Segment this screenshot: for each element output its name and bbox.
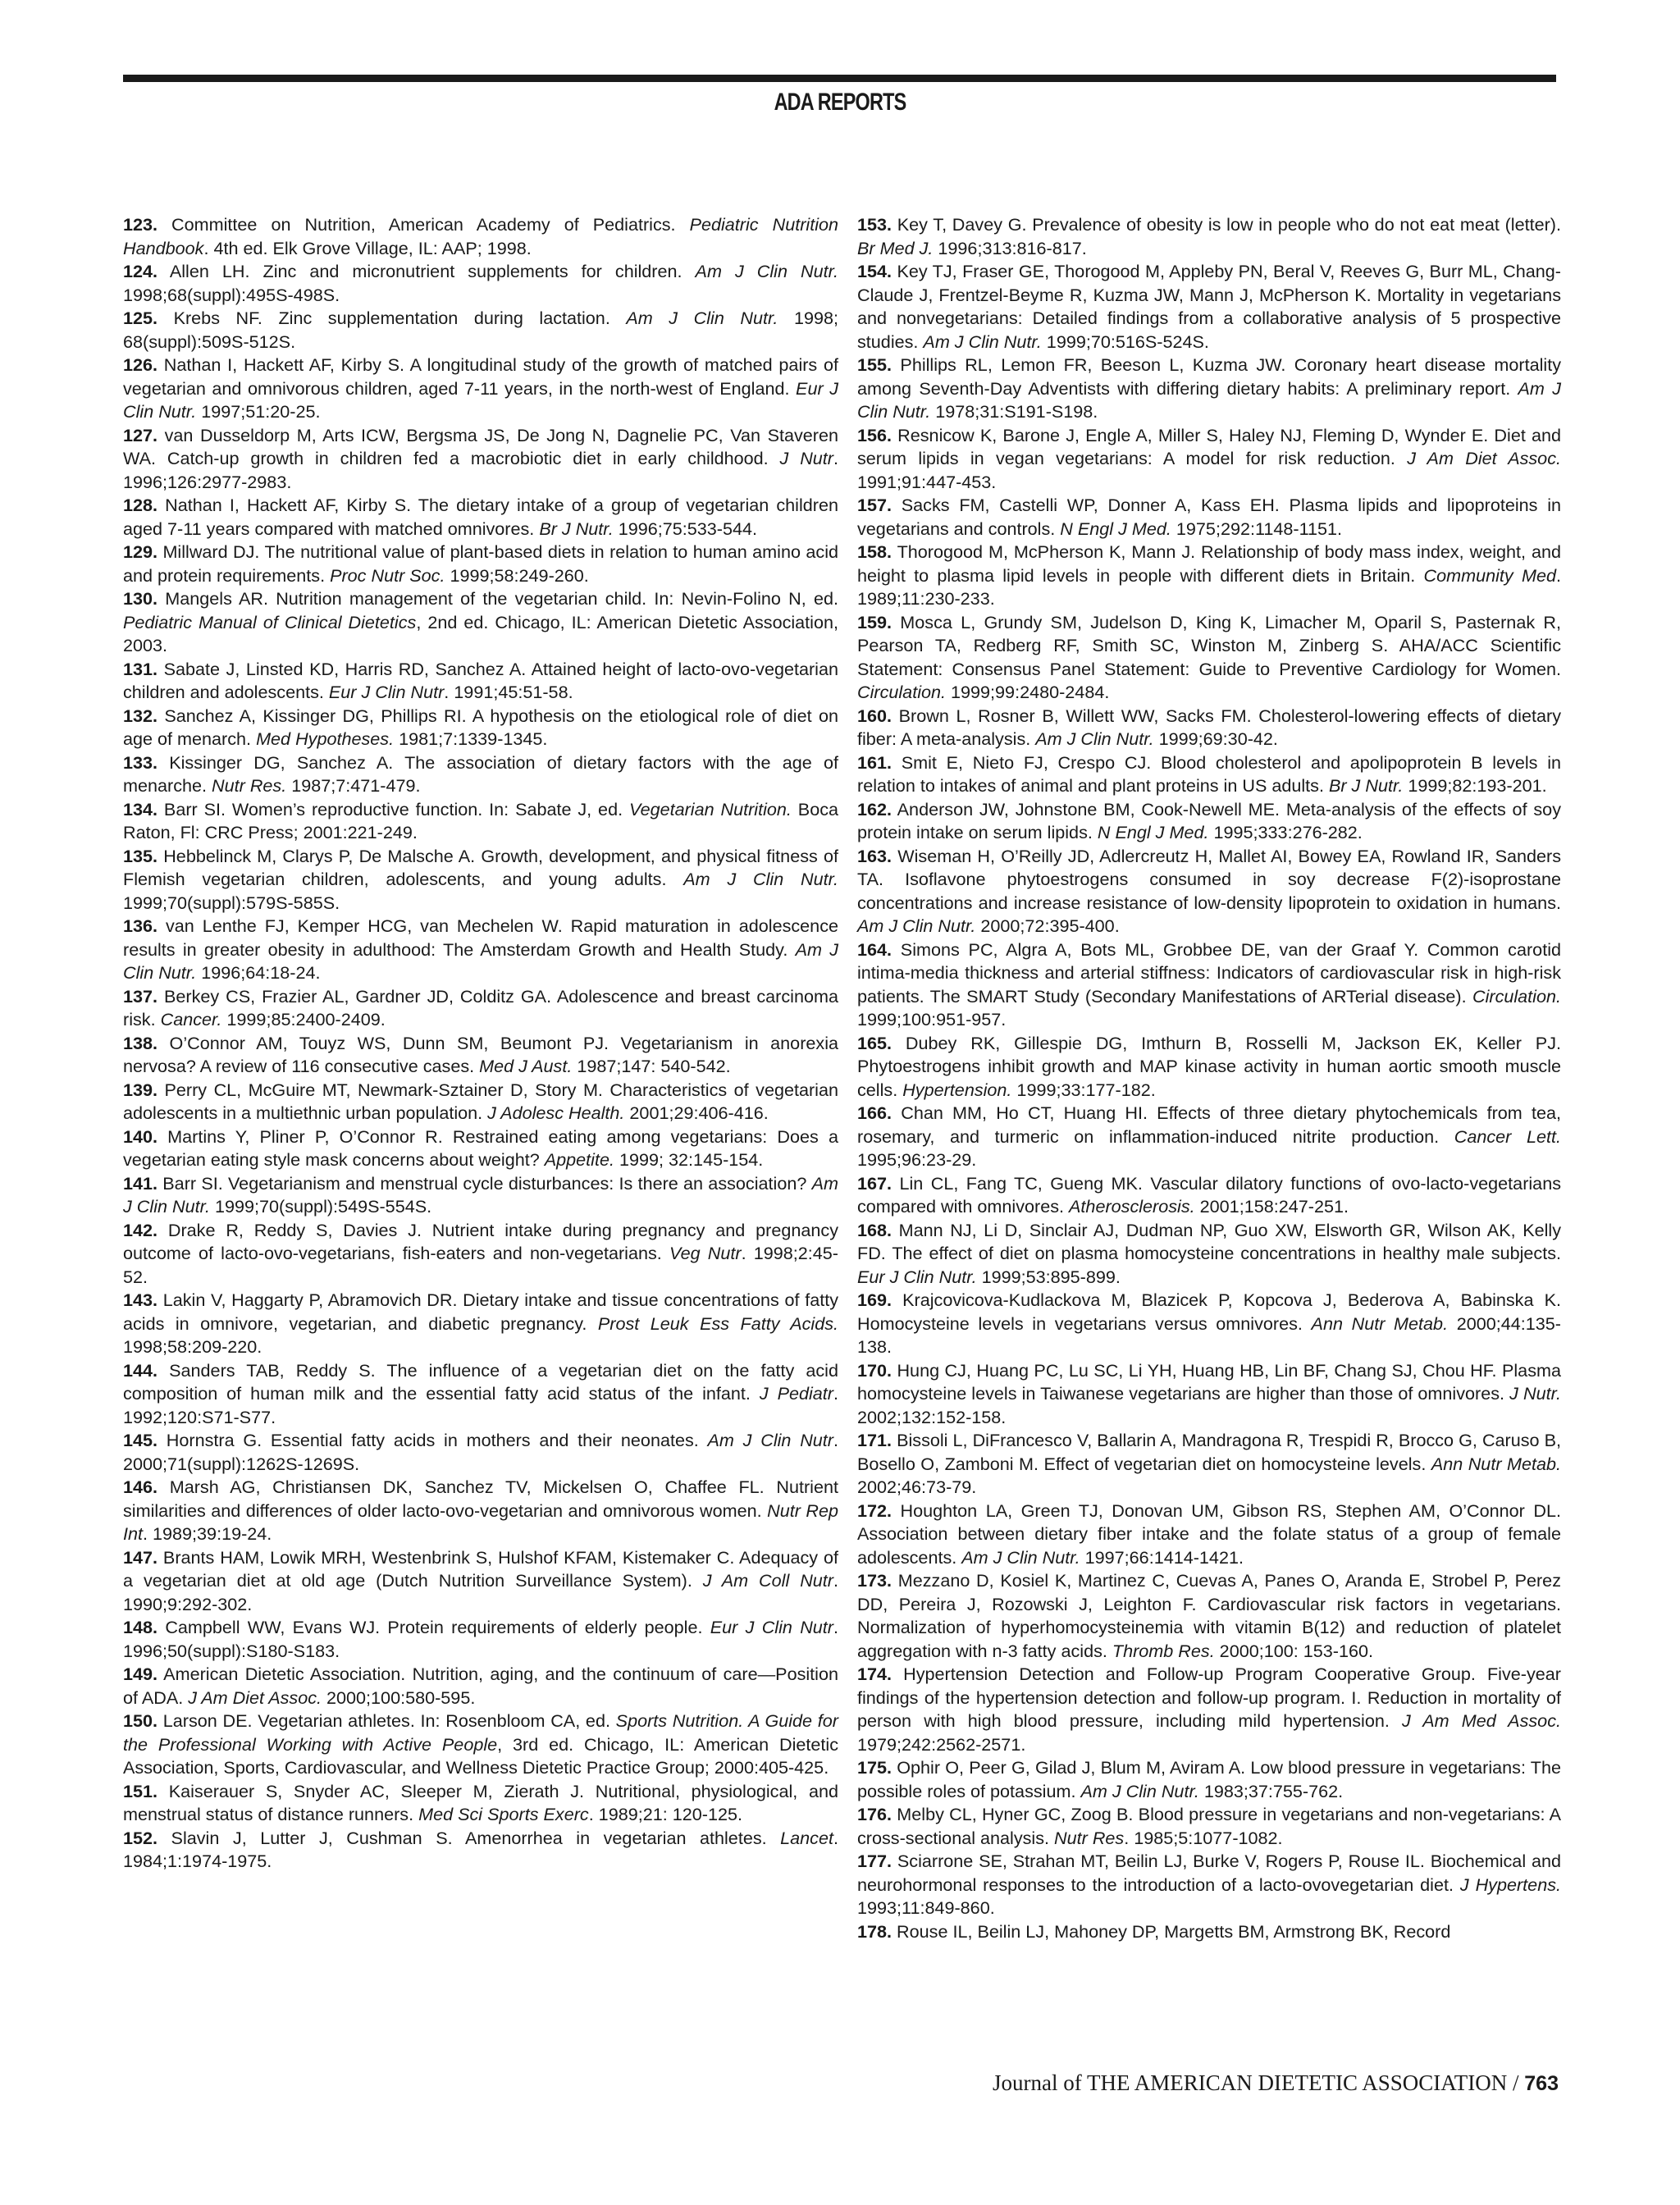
page-footer (993, 2070, 1559, 2096)
reference-entry (857, 1569, 1561, 1663)
reference-citation: 1995;333:276-282. (1208, 822, 1363, 842)
reference-source: Eur J Clin Nutr. (857, 1266, 977, 1287)
reference-entry (857, 1850, 1561, 1920)
reference-entry (123, 915, 838, 985)
reference-entry (123, 798, 838, 845)
reference-number: 162. (857, 798, 892, 819)
section-title: ADA REPORTS (774, 89, 906, 116)
reference-entry (123, 658, 838, 705)
reference-text: Slavin J, Lutter J, Cushman S. Amenorrhea in vegetarian athletes. (158, 1827, 781, 1848)
reference-citation: . 2000;71(suppl):1262S-1269S. (123, 1430, 838, 1474)
reference-entry (123, 1125, 838, 1172)
reference-citation: 1999;85:2400-2409. (221, 1009, 386, 1029)
reference-citation: 2000;100:580-595. (322, 1687, 476, 1708)
reference-entry (857, 845, 1561, 938)
reference-text: Sacks FM, Castelli WP, Donner A, Kass EH. Plasma lipids and lipoproteins in vegetarians and controls. (857, 495, 1561, 539)
reference-entry (123, 1546, 838, 1617)
reference-entry (123, 213, 838, 260)
reference-entry (123, 541, 838, 587)
reference-source: Am J Clin Nutr. (123, 938, 838, 983)
reference-entry (123, 1172, 838, 1219)
reference-text: Millward DJ. The nutritional value of plant-based diets in relation to human amino acid and protein requirements. (123, 541, 838, 586)
reference-text: Nathan I, Hackett AF, Kirby S. A longitudinal study of the growth of matched pairs of vegetarian and omnivorous children, aged 7-11 years, in the north-west of England. (123, 354, 838, 399)
reference-text: Krajcovicova-Kudlackova M, Blazicek P, Kopcova J, Bederova A, Babinska K. Homocysteine levels in vegetarians versus omnivores. (857, 1290, 1561, 1334)
reference-number: 129. (123, 541, 158, 562)
reference-number: 142. (123, 1219, 158, 1240)
reference-number: 155. (857, 354, 892, 375)
reference-number: 163. (857, 845, 892, 866)
reference-number: 161. (857, 751, 892, 773)
reference-citation: 1999;58:249-260. (445, 564, 589, 586)
reference-text: Bissoli L, DiFrancesco V, Ballarin A, Mandragona R, Trespidi R, Brocco G, Caruso B, Bosello O, Zamboni M. Effect of vegetarian diet on homocysteine levels. (857, 1430, 1561, 1474)
reference-citation: 1996;64:18-24. (196, 962, 321, 983)
reference-text: Smit E, Nieto FJ, Crespo CJ. Blood cholesterol and apolipoprotein B levels in relation to intakes of animal and plant proteins in US adults. (857, 751, 1561, 796)
reference-source: Am J Clin Nutr. (961, 1546, 1080, 1568)
reference-source: Am J Clin Nutr. (695, 261, 838, 281)
reference-entry (857, 424, 1561, 495)
reference-number: 176. (857, 1804, 892, 1824)
reference-text: Nathan I, Hackett AF, Kirby S. The dietary intake of a group of vegetarian children aged 7-11 years compared with matched omnivores. (123, 495, 838, 539)
reference-number: 136. (123, 915, 158, 936)
reference-number: 151. (123, 1780, 158, 1801)
reference-citation: 1998; 68(suppl):509S-512S. (123, 308, 838, 352)
reference-text: Kissinger DG, Sanchez A. The association of dietary factors with the age of menarche. (123, 751, 838, 796)
reference-source: Proc Nutr Soc. (330, 564, 445, 586)
reference-text: Hornstra G. Essential fatty acids in mothers and their neonates. (158, 1430, 708, 1450)
reference-citation: 1999;70(suppl):579S-585S. (123, 892, 340, 913)
reference-number: 140. (123, 1125, 158, 1147)
header-rule (123, 75, 1556, 82)
reference-number: 147. (123, 1546, 158, 1568)
reference-number: 138. (123, 1032, 158, 1053)
reference-entry (857, 213, 1561, 260)
reference-citation: 2002;132:152-158. (857, 1406, 1007, 1427)
reference-entry (857, 1803, 1561, 1850)
reference-entry (857, 938, 1561, 1032)
reference-citation: . 1985;5:1077-1082. (1124, 1827, 1283, 1848)
reference-entry (123, 424, 838, 495)
reference-text: Mangels AR. Nutrition management of the vegetarian child. In: Nevin-Folino N, ed. (158, 588, 838, 609)
reference-source: Br J Nutr. (1328, 775, 1404, 796)
reference-source: Veg Nutr (669, 1243, 742, 1263)
reference-number: 157. (857, 495, 892, 515)
reference-source: Pediatric Manual of Clinical Dietetics (123, 611, 417, 632)
reference-source: Am J Clin Nutr. (857, 377, 1561, 422)
reference-citation: 1999;33:177-182. (1011, 1079, 1156, 1100)
reference-citation: . 1996;126:2977-2983. (123, 448, 838, 492)
reference-text: Martins Y, Pliner P, O’Connor R. Restrained eating among vegetarians: Does a vegetarian eating style mask concerns about weight? (123, 1125, 838, 1170)
reference-text: Melby CL, Hyner GC, Zoog B. Blood pressure in vegetarians and non-vegetarians: A cross-sectional analysis. (857, 1804, 1561, 1848)
reference-number: 150. (123, 1710, 158, 1731)
reference-citation: . 1989;39:19-24. (143, 1523, 272, 1544)
reference-number: 144. (123, 1359, 158, 1381)
reference-number: 132. (123, 705, 158, 726)
reference-number: 130. (123, 588, 158, 609)
reference-source: J Am Coll Nutr (702, 1570, 833, 1591)
reference-entry (123, 1359, 838, 1430)
reference-entry (857, 260, 1561, 354)
reference-source: Am J Clin Nutr. (683, 869, 838, 889)
reference-source: Med Hypotheses. (256, 728, 395, 749)
reference-number: 133. (123, 751, 158, 773)
reference-source: J Hypertens. (1459, 1874, 1561, 1895)
reference-text: Larson DE. Vegetarian athletes. In: Rosenbloom CA, ed. (158, 1710, 616, 1731)
reference-citation: 1999;100:951-957. (857, 1009, 1007, 1029)
reference-source: Am J Clin Nutr (707, 1430, 833, 1450)
reference-number: 146. (123, 1477, 158, 1497)
reference-citation: 1999;70(suppl):549S-554S. (210, 1196, 432, 1217)
reference-citation: . 1991;45:51-58. (444, 682, 573, 702)
reference-source: J Am Med Assoc. (1402, 1710, 1561, 1731)
reference-entry (857, 1663, 1561, 1756)
reference-citation: 1983;37:755-762. (1198, 1780, 1344, 1801)
reference-entry (857, 1359, 1561, 1430)
reference-source: Am J Clin Nutr. (857, 915, 976, 936)
reference-text: Houghton LA, Green TJ, Donovan UM, Gibson RS, Stephen AM, O’Connor DL. Association between dietary fiber intake and the folate status of a group of female adolescents. (857, 1500, 1561, 1568)
reference-citation: 2002;46:73-79. (857, 1477, 977, 1497)
reference-text: Sciarrone SE, Strahan MT, Beilin LJ, Burke V, Rogers P, Rouse IL. Biochemical and neurohormonal responses to the introduction of a lacto-ovovegetarian diet. (857, 1851, 1561, 1895)
reference-number: 125. (123, 308, 158, 328)
reference-source: Nutr Rep Int (123, 1500, 838, 1544)
reference-citation: 1981;7:1339-1345. (394, 728, 548, 749)
reference-text: Mezzano D, Kosiel K, Martinez C, Cuevas A, Panes O, Aranda E, Strobel P, Perez DD, Pereira J, Rozowski J, Leighton F. Cardiovascular risk factors in vegetarians. Normalization of hyperhomocysteinemia with vitamin B(12) and reduction of platelet aggregation with n-3 fatty acids. (857, 1570, 1561, 1661)
reference-text: Barr SI. Women’s reproductive function. In: Sabate J, ed. (158, 798, 629, 819)
reference-source: N Engl J Med. (1097, 822, 1209, 842)
reference-text: Rouse IL, Beilin LJ, Mahoney DP, Margetts BM, Armstrong BK, Record (892, 1920, 1451, 1942)
reference-citation: . 1996;50(suppl):S180-S183. (123, 1617, 838, 1661)
reference-text: Anderson JW, Johnstone BM, Cook-Newell ME. Meta-analysis of the effects of soy protein intake on serum lipids. (857, 798, 1561, 842)
reference-text: Hypertension Detection and Follow-up Program Cooperative Group. Five-year findings of the hypertension detection and follow-up program. I. Reduction in mortality of person with high blood pressure, including mild hypertension. (857, 1664, 1561, 1731)
reference-number: 170. (857, 1359, 892, 1381)
reference-entry (857, 1219, 1561, 1290)
reference-source: J Adolesc Health. (487, 1102, 625, 1123)
reference-source: Br J Nutr. (539, 518, 614, 539)
reference-entry (123, 845, 838, 915)
reference-source: Hypertension. (902, 1079, 1012, 1100)
reference-number: 168. (857, 1219, 892, 1240)
reference-source: Eur J Clin Nutr (710, 1617, 833, 1637)
reference-text: Sabate J, Linsted KD, Harris RD, Sanchez A. Attained height of lacto-ovo-vegetarian children and adolescents. (123, 658, 838, 702)
reference-text: Key TJ, Fraser GE, Thorogood M, Appleby PN, Beral V, Reeves G, Burr ML, Chang-Claude J, Frentzel-Beyme R, Kuzma JW, Mann J, McPherson K. Mortality in vegetarians and nonvegetarians: Detailed findings from a collaborative analysis of 5 prospective studies. (857, 261, 1561, 352)
reference-entry (123, 307, 838, 354)
reference-number: 148. (123, 1617, 158, 1637)
reference-source: Vegetarian Nutrition. (628, 798, 792, 819)
reference-entry (123, 1616, 838, 1663)
reference-source: Thromb Res. (1112, 1640, 1215, 1661)
reference-source: Cancer Lett. (1454, 1125, 1561, 1147)
reference-entry (123, 1079, 838, 1125)
reference-source: Am J Clin Nutr. (626, 308, 778, 328)
reference-number: 158. (857, 541, 892, 562)
reference-text: Sanchez A, Kissinger DG, Phillips RI. A hypothesis on the etiological role of diet on age of menarch. (123, 705, 838, 749)
reference-number: 137. (123, 985, 158, 1007)
reference-number: 152. (123, 1827, 158, 1848)
reference-entry (123, 985, 838, 1032)
reference-text: Mann NJ, Li D, Sinclair AJ, Dudman NP, Guo XW, Elsworth GR, Wilson AK, Kelly FD. The effect of diet on plasma homocysteine concentrations in healthy male subjects. (857, 1219, 1561, 1263)
reference-text: Sanders TAB, Reddy S. The influence of a vegetarian diet on the fatty acid composition of human milk and the essential fatty acid status of the infant. (123, 1359, 838, 1404)
reference-source: Atherosclerosis. (1069, 1196, 1195, 1217)
reference-text: Key T, Davey G. Prevalence of obesity is low in people who do not eat meat (letter). (892, 214, 1561, 235)
reference-source: J Nutr (779, 448, 833, 468)
reference-number: 154. (857, 261, 892, 281)
reference-entry (857, 541, 1561, 611)
reference-number: 131. (123, 658, 158, 679)
reference-entry (123, 1780, 838, 1827)
reference-citation: . 4th ed. Elk Grove Village, IL: AAP; 1998. (203, 237, 532, 258)
reference-number: 169. (857, 1290, 892, 1310)
reference-entry (857, 1429, 1561, 1500)
reference-citation: 2000;72:395-400. (975, 915, 1120, 936)
reference-citation: 1997;51:20-25. (196, 401, 321, 422)
reference-number: 178. (857, 1920, 892, 1942)
reference-number: 126. (123, 354, 158, 375)
reference-text: Dubey RK, Gillespie DG, Imthurn B, Rosselli M, Jackson EK, Keller PJ. Phytoestrogens inhibit growth and MAP kinase activity in human aortic smooth muscle cells. (857, 1032, 1561, 1100)
reference-entry (123, 1476, 838, 1546)
reference-citation: , 2nd ed. Chicago, IL: American Dietetic Association, 2003. (123, 611, 838, 655)
reference-source: Pediatric Nutrition Handbook (123, 214, 839, 258)
reference-number: 165. (857, 1032, 892, 1053)
reference-citation: 1999;99:2480-2484. (946, 682, 1110, 702)
reference-entry (123, 705, 838, 751)
reference-entry (123, 1289, 838, 1359)
reference-number: 135. (123, 845, 158, 866)
reference-text: Krebs NF. Zinc supplementation during lactation. (158, 308, 627, 328)
reference-number: 145. (123, 1430, 158, 1450)
reference-entry (857, 494, 1561, 541)
reference-source: Ann Nutr Metab. (1311, 1312, 1449, 1334)
reference-citation: 1993;11:849-860. (857, 1897, 995, 1918)
reference-entry (857, 354, 1561, 424)
reference-source: Br Med J. (857, 237, 934, 258)
reference-citation: 1987;7:471-479. (286, 775, 421, 796)
reference-entry (857, 1289, 1561, 1359)
reference-text: Allen LH. Zinc and micronutrient supplements for children. (158, 261, 696, 281)
reference-source: Circulation. (1472, 985, 1561, 1007)
reference-citation: 1999;82:193-201. (1403, 775, 1547, 796)
reference-number: 153. (857, 214, 892, 235)
reference-entry (123, 1663, 838, 1710)
reference-entry (857, 705, 1561, 751)
reference-text: Drake R, Reddy S, Davies J. Nutrient intake during pregnancy and pregnancy outcome of lacto-ovo-vegetarians, fish-eaters and non-vegetarians. (123, 1219, 838, 1263)
reference-source: Am J Clin Nutr. (1035, 728, 1154, 749)
reference-text: Thorogood M, McPherson K, Mann J. Relationship of body mass index, weight, and height to plasma lipid levels in people with different diets in Britain. (857, 541, 1561, 586)
reference-source: Sports Nutrition. A Guide for the Professional Working with Active People (123, 1710, 838, 1755)
reference-citation: 1991;91:447-453. (857, 471, 997, 492)
reference-text: Kaiserauer S, Snyder AC, Sleeper M, Zierath J. Nutritional, physiological, and menstrual status of distance runners. (123, 1780, 838, 1824)
reference-number: 141. (123, 1172, 158, 1194)
reference-citation: . 1989;11:230-233. (857, 564, 1561, 609)
reference-number: 124. (123, 261, 158, 281)
reference-citation: . 1992;120:S71-S77. (123, 1383, 838, 1427)
reference-citation: . 1990;9:292-302. (123, 1570, 838, 1614)
reference-entry (857, 611, 1561, 705)
reference-number: 128. (123, 495, 158, 515)
references-right-column (857, 213, 1561, 1943)
reference-source: Am J Clin Nutr. (1080, 1780, 1199, 1801)
reference-source: Eur J Clin Nutr. (123, 377, 838, 422)
reference-text: Lin CL, Fang TC, Gueng MK. Vascular dilatory functions of ovo-lacto-vegetarians compared with omnivores. (857, 1172, 1561, 1217)
reference-source: Lancet (780, 1827, 833, 1848)
reference-entry (123, 494, 838, 541)
reference-text: Chan MM, Ho CT, Huang HI. Effects of three dietary phytochemicals from tea, rosemary, and turmeric on inflammation-induced nitrite production. (857, 1102, 1561, 1147)
reference-text: Campbell WW, Evans WJ. Protein requirements of elderly people. (158, 1617, 710, 1637)
reference-citation: 1998;68(suppl):495S-498S. (123, 284, 340, 305)
reference-entry (857, 1500, 1561, 1570)
reference-source: Ann Nutr Metab. (1431, 1453, 1561, 1474)
reference-citation: 1979;242:2562-2571. (857, 1733, 1026, 1755)
reference-citation: 1987;147: 540-542. (572, 1056, 731, 1076)
reference-source: J Am Diet Assoc. (1407, 448, 1561, 468)
reference-number: 159. (857, 611, 892, 632)
reference-text: Ophir O, Peer G, Gilad J, Blum M, Aviram A. Low blood pressure in vegetarians: The possible roles of potassium. (857, 1757, 1561, 1801)
page-number: 763 (1524, 2072, 1559, 2095)
reference-entry (857, 1172, 1561, 1219)
reference-citation: . 1984;1:1974-1975. (123, 1827, 838, 1871)
reference-text: Resnicow K, Barone J, Engle A, Miller S, Haley NJ, Fleming D, Wynder E. Diet and serum lipids in vegan vegetarians: A model for risk reduction. (857, 424, 1561, 468)
reference-source: Am J Clin Nutr. (123, 1172, 838, 1217)
references-left-column (123, 213, 838, 1874)
reference-source: J Pediatr (759, 1383, 833, 1404)
reference-text: Committee on Nutrition, American Academy of Pediatrics. (158, 214, 690, 235)
reference-source: Nutr Res. (212, 775, 287, 796)
reference-text: Hebbelinck M, Clarys P, De Malsche A. Growth, development, and physical fitness of Flemish vegetarian children, adolescents, and young adults. (123, 845, 838, 889)
reference-source: N Engl J Med. (1060, 518, 1171, 539)
reference-text: Lakin V, Haggarty P, Abramovich DR. Dietary intake and tissue concentrations of fatty acids in omnivore, vegetarian, and diabetic pregnancy. (123, 1290, 838, 1334)
footer-journal-name: Journal of THE AMERICAN DIETETIC ASSOCIATION / (993, 2070, 1525, 2095)
reference-source: Am J Clin Nutr. (923, 331, 1042, 352)
reference-source: J Nutr. (1509, 1383, 1561, 1404)
reference-source: Prost Leuk Ess Fatty Acids. (597, 1312, 839, 1334)
reference-text: Simons PC, Algra A, Bots ML, Grobbee DE, van der Graaf Y. Common carotid intima-media thickness and arterial stiffness: Indicators of cardiovascular risk in high-risk patients. The SMART Study (Secondary Manifestations of ARTerial disease). (857, 938, 1561, 1007)
reference-source: Eur J Clin Nutr (328, 682, 445, 702)
reference-citation: Boca Raton, Fl: CRC Press; 2001:221-249. (123, 798, 839, 842)
reference-number: 172. (857, 1500, 892, 1521)
reference-text: Brown L, Rosner B, Willett WW, Sacks FM. Cholesterol-lowering effects of dietary fiber: A meta-analysis. (857, 705, 1561, 749)
reference-citation: 2000;44:135-138. (857, 1312, 1561, 1357)
reference-entry (123, 1032, 838, 1079)
reference-text: O’Connor AM, Touyz WS, Dunn SM, Beumont PJ. Vegetarianism in anorexia nervosa? A review of 116 consecutive cases. (123, 1032, 838, 1076)
reference-entry (123, 1710, 838, 1780)
reference-citation: . 1989;21: 120-125. (588, 1804, 742, 1824)
reference-number: 143. (123, 1290, 158, 1310)
reference-entry (123, 1219, 838, 1290)
reference-number: 123. (123, 214, 158, 235)
reference-entry (857, 1756, 1561, 1803)
reference-citation: . 1998;2:45-52. (123, 1243, 838, 1287)
reference-number: 173. (857, 1570, 892, 1591)
reference-number: 166. (857, 1102, 892, 1123)
reference-source: Med J Aust. (479, 1056, 573, 1076)
reference-number: 160. (857, 705, 892, 726)
reference-text: Berkey CS, Frazier AL, Gardner JD, Colditz GA. Adolescence and breast carcinoma risk. (123, 985, 838, 1029)
reference-entry (857, 1032, 1561, 1102)
reference-text: Perry CL, McGuire MT, Newmark-Sztainer D, Story M. Characteristics of vegetarian adolescents in a multiethnic urban population. (123, 1079, 838, 1123)
reference-entry (123, 587, 838, 658)
reference-entry (123, 354, 838, 424)
reference-entry (857, 751, 1561, 798)
reference-citation: 1997;66:1414-1421. (1080, 1546, 1244, 1568)
reference-citation: 1999; 32:145-154. (614, 1149, 764, 1170)
reference-text: American Dietetic Association. Nutrition, aging, and the continuum of care—Position of ADA. (123, 1664, 838, 1708)
reference-citation: 2001;29:406-416. (624, 1102, 769, 1123)
reference-number: 156. (857, 424, 892, 445)
reference-number: 134. (123, 798, 158, 819)
reference-citation: 2000;100: 153-160. (1214, 1640, 1373, 1661)
reference-citation: , 3rd ed. Chicago, IL: American Dietetic Association, Sports, Cardiovascular, and Wellness Dietetic Practice Group; 2000:405-425. (123, 1733, 838, 1778)
reference-entry (123, 260, 838, 307)
reference-entry (123, 1827, 838, 1874)
reference-number: 175. (857, 1757, 892, 1778)
reference-text: van Lenthe FJ, Kemper HCG, van Mechelen W. Rapid maturation in adolescence results in greater obesity in adulthood: The Amsterdam Growth and Health Study. (123, 915, 838, 960)
reference-source: Circulation. (857, 682, 947, 702)
reference-text: Marsh AG, Christiansen DK, Sanchez TV, Mickelsen O, Chaffee FL. Nutrient similarities and differences of older lacto-ovo-vegetarian and omnivorous women. (123, 1477, 838, 1521)
reference-text: Brants HAM, Lowik MRH, Westenbrink S, Hulshof KFAM, Kistemaker C. Adequacy of a vegetarian diet at old age (Dutch Nutrition Surveillance System). (123, 1546, 838, 1591)
reference-number: 139. (123, 1079, 158, 1100)
reference-text: Hung CJ, Huang PC, Lu SC, Li YH, Huang HB, Lin BF, Chang SJ, Chou HF. Plasma homocysteine levels in Taiwanese vegetarians are higher than those of omnivores. (857, 1359, 1561, 1404)
reference-citation: 1998;58:209-220. (123, 1336, 262, 1357)
reference-number: 164. (857, 938, 892, 960)
reference-citation: 1999;70:516S-524S. (1041, 331, 1209, 352)
reference-citation: 1975;292:1148-1151. (1171, 518, 1343, 539)
reference-text: Phillips RL, Lemon FR, Beeson L, Kuzma JW. Coronary heart disease mortality among Seventh-Day Adventists with differing dietary habits: A preliminary report. (857, 354, 1561, 399)
reference-entry (123, 751, 838, 798)
reference-number: 174. (857, 1664, 892, 1684)
reference-number: 167. (857, 1172, 892, 1194)
reference-number: 177. (857, 1851, 892, 1871)
reference-citation: 1996;75:533-544. (613, 518, 758, 539)
reference-entry (857, 798, 1561, 845)
reference-text: van Dusseldorp M, Arts ICW, Bergsma JS, De Jong N, Dagnelie PC, Van Staveren WA. Catch-up growth in children fed a macrobiotic diet in early childhood. (123, 424, 838, 468)
reference-citation: 1995;96:23-29. (857, 1149, 977, 1170)
reference-citation: 1996;313:816-817. (933, 237, 1087, 258)
reference-citation: 2001;158:247-251. (1194, 1196, 1349, 1217)
reference-source: J Am Diet Assoc. (188, 1687, 322, 1708)
reference-source: Community Med (1423, 564, 1556, 586)
reference-number: 127. (123, 424, 158, 445)
reference-source: Appetite. (544, 1149, 614, 1170)
reference-text: Wiseman H, O’Reilly JD, Adlercreutz H, Mallet AI, Bowey EA, Rowland IR, Sanders TA. Isoflavone phytoestrogens consumed in soy decrease F(2)-isoprostane concentrations and increase resistance of low-density lipoprotein to oxidation in humans. (857, 845, 1561, 913)
reference-source: Med Sci Sports Exerc (418, 1804, 589, 1824)
reference-entry (123, 1429, 838, 1476)
reference-source: Cancer. (160, 1009, 222, 1029)
reference-entry (857, 1102, 1561, 1172)
reference-citation: 1999;53:895-899. (976, 1266, 1121, 1287)
reference-source: Nutr Res (1054, 1827, 1125, 1848)
reference-text: Mosca L, Grundy SM, Judelson D, King K, Limacher M, Oparil S, Pasternak R, Pearson TA, Redberg RF, Smith SC, Winston M, Zinberg S. AHA/ACC Scientific Statement: Consensus Panel Statement: Guide to Preventive Cardiology for Women. (857, 611, 1561, 679)
reference-number: 171. (857, 1430, 892, 1450)
reference-entry (857, 1920, 1561, 1944)
reference-number: 149. (123, 1664, 158, 1684)
reference-citation: 1978;31:S191-S198. (930, 401, 1098, 422)
reference-text: Barr SI. Vegetarianism and menstrual cycle disturbances: Is there an association? (158, 1172, 812, 1194)
reference-citation: 1999;69:30-42. (1153, 728, 1278, 749)
